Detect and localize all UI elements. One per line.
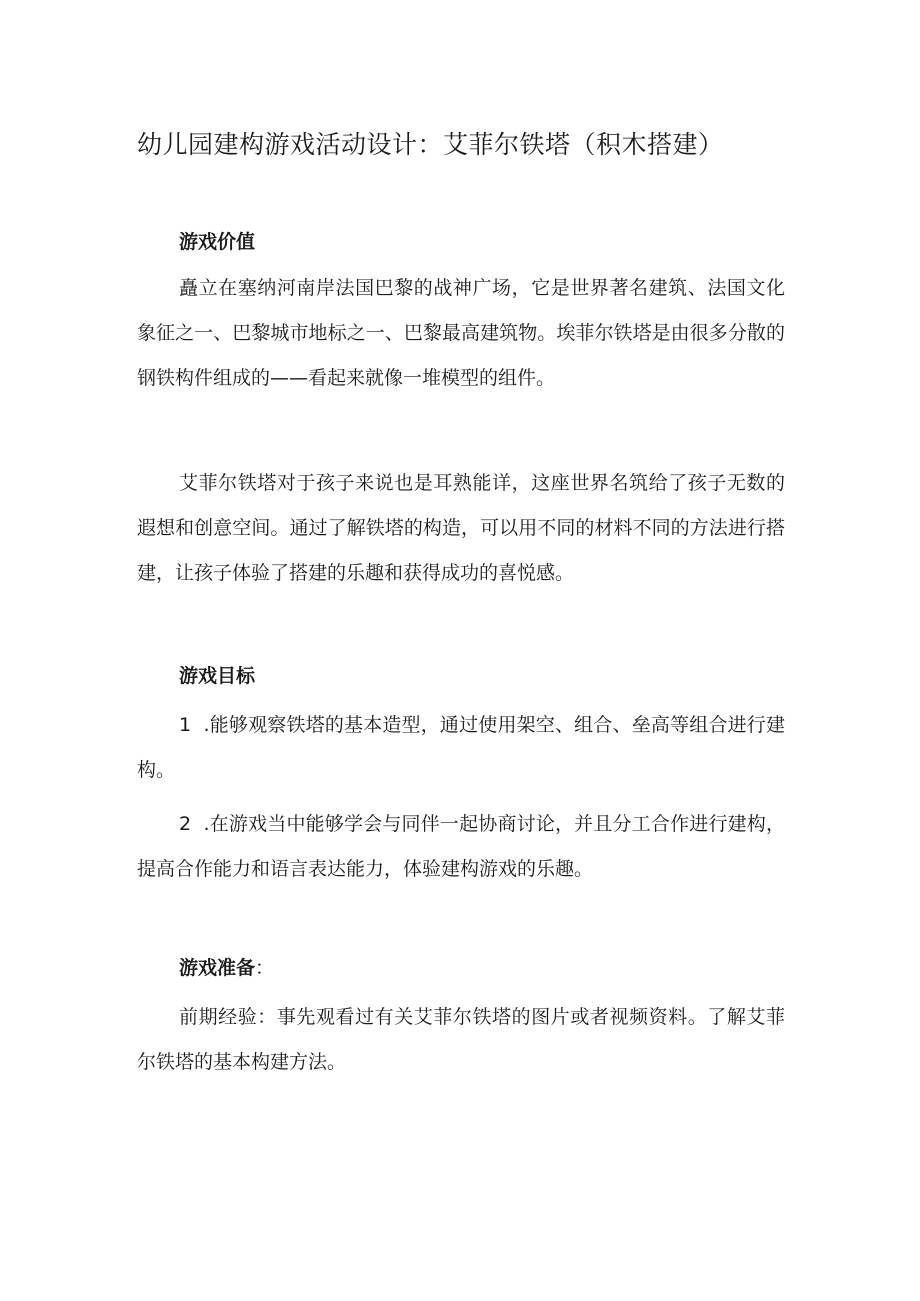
paragraph-game-value-2: 艾菲尔铁塔对于孩子来说也是耳熟能详，这座世界名筑给了孩子无数的遐想和创意空间。通过了解铁塔的构造，可以用不同的材料不同的方法进行搭建，让孩子体验了搭建的乐趣和获得成功的喜悦感。 (137, 472, 785, 584)
section-heading-game-preparation-text: 游戏准备 (179, 957, 256, 979)
section-heading-game-goals: 游戏目标 (179, 665, 256, 687)
section-heading-colon: ： (255, 957, 275, 979)
section-heading-game-preparation (179, 955, 274, 981)
paragraph-goal-2: 2 .在游戏当中能够学会与同伴一起协商讨论，并且分工合作进行建构，提高合作能力和语言表达能力，体验建构游戏的乐趣。 (137, 813, 785, 880)
paragraph-game-value-1: 矗立在塞纳河南岸法国巴黎的战神广场，它是世界著名建筑、法国文化象征之一、巴黎城市地标之一、巴黎最高建筑物。埃菲尔铁塔是由很多分散的钢铁构件组成的——看起来就像一堆模型的组件。 (137, 277, 785, 389)
section-heading-game-value: 游戏价值 (179, 231, 256, 253)
paragraph-preparation-1: 前期经验：事先观看过有关艾菲尔铁塔的图片或者视频资料。了解艾菲尔铁塔的基本构建方法。 (137, 1006, 785, 1073)
paragraph-goal-1: 1 .能够观察铁塔的基本造型，通过使用架空、组合、垒高等组合进行建构。 (137, 714, 785, 781)
document-title: 幼儿园建构游戏活动设计：艾菲尔铁塔（积木搭建） (137, 130, 724, 159)
